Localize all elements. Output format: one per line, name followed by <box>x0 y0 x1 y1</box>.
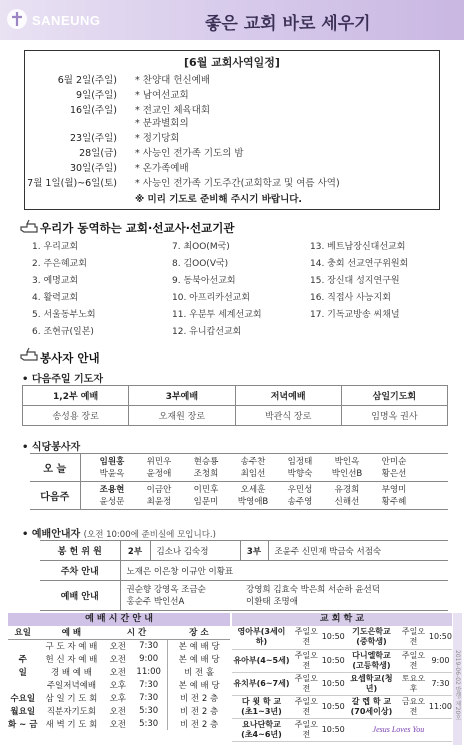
volunteer-name: 오세훈 <box>240 484 266 495</box>
worship-place: 본 예 배 당 <box>168 678 230 691</box>
table-cell: 박관식 장로 <box>235 406 341 426</box>
table-row <box>232 718 452 741</box>
volunteer-name: 송주찬 <box>240 456 266 467</box>
volunteer-name: 조용현 <box>99 484 125 495</box>
schedule-event: * 찬양대 헌신예배 <box>135 75 211 86</box>
schedule-row <box>25 160 439 174</box>
schedule-row <box>25 175 439 189</box>
school-day: 주일오전 <box>291 695 322 718</box>
school-dept: 유아부(4~5세) <box>232 649 291 672</box>
worship-ampm: 오전 <box>109 706 127 717</box>
volunteer-name: 윤성문 <box>99 496 125 507</box>
school-dept: 기도은학교 (중학생) <box>345 626 398 649</box>
food-table <box>30 453 448 510</box>
table-header: 시 간 <box>105 626 167 639</box>
list-item: 16. 직접사 사능지회 <box>310 293 391 303</box>
volunteer-name: 우민성 <box>287 484 313 495</box>
volunteer-name: 부영미 <box>381 484 407 495</box>
worship-name: 새 벽 기 도 회 <box>45 719 98 730</box>
church-school-title: 교 회 학 교 <box>232 613 452 626</box>
table-row <box>40 561 448 581</box>
school-dept: 다 윗 학 교 (초1~3년) <box>232 695 291 718</box>
church-school-panel <box>232 613 452 745</box>
worship-time: 7:30 <box>139 640 159 651</box>
list-item: 4. 활력교회 <box>32 293 79 303</box>
worship-place: 비 전 2 층 <box>168 691 230 704</box>
schedule-date: 30일(주일) <box>69 163 117 174</box>
worship-time: 5:30 <box>139 705 159 716</box>
table-header: 예 배 <box>37 626 105 639</box>
schedule-row <box>25 72 439 86</box>
school-day: 금요오전 <box>398 695 429 718</box>
schedule-date: 6월 2일(주일) <box>57 75 117 86</box>
worship-ampm: 오전 <box>109 667 127 678</box>
school-time: 9:00 <box>429 649 452 672</box>
service-names-cell <box>240 581 448 611</box>
table-row <box>8 665 230 678</box>
list-item: 11. 우분투 세계선교회 <box>172 310 262 320</box>
volunteer-name: 박윤옥 <box>99 468 125 479</box>
service-part: 3부 <box>240 541 268 561</box>
worship-times-table <box>8 626 230 730</box>
list-item: 17. 기독교방송 씨채널 <box>310 310 400 320</box>
worship-day <box>8 639 37 652</box>
worship-day: 수요일 <box>10 693 36 704</box>
table-row <box>8 717 230 730</box>
list-item: 5. 서울동부노회 <box>32 310 96 320</box>
service-names: 이환태 조명애 <box>246 596 298 607</box>
table-cell: 송성용 장로 <box>23 406 129 426</box>
service-row-label: 예배 안내 <box>40 581 120 611</box>
list-item: 3. 예명교회 <box>32 276 79 286</box>
worship-ampm: 오전 <box>109 719 127 730</box>
service-table <box>40 540 448 611</box>
service-names: 조윤주 신민재 박금숙 서점숙 <box>268 541 448 561</box>
churches-section-title: 우리가 동역하는 교회·선교사·선교기관 <box>40 221 235 235</box>
schedule-event: * 사능인 전가족 기도의 밤 <box>135 148 244 159</box>
hand-pointer-icon <box>20 218 38 234</box>
service-names: 권순향 강영옥 조금순 <box>126 584 206 595</box>
school-time: 7:30 <box>429 672 452 695</box>
table-row <box>232 672 452 695</box>
volunteer-name: 최임선 <box>240 468 266 479</box>
school-time: 11:00 <box>429 695 452 718</box>
school-day: 주일오전 <box>291 649 322 672</box>
table-row <box>8 691 230 704</box>
volunteer-name: 현승룡 <box>193 456 219 467</box>
worship-place: 비 전 2 층 <box>168 717 230 730</box>
church-logo-icon <box>6 8 28 30</box>
table-row <box>232 626 452 649</box>
volunteer-name: 임원홍 <box>99 456 125 467</box>
list-item: 13. 베트남장신대선교회 <box>310 242 406 252</box>
volunteer-name: 황은선 <box>381 468 407 479</box>
schedule-event: * 분과별회의 <box>135 118 189 129</box>
school-dept: 요셉학교(청년) <box>345 672 398 695</box>
food-names <box>81 484 449 508</box>
service-title-note: (오전 10:00에 준비실에 모입니다.) <box>83 530 216 540</box>
prayer-subtitle: • 다음주일 기도자 <box>22 374 103 385</box>
list-item: 1. 우리교회 <box>32 242 79 252</box>
worship-place: 본 예 배 당 <box>168 639 230 652</box>
schedule-date: 28일(금) <box>79 148 117 159</box>
school-dept: 유치부(6~7세) <box>232 672 291 695</box>
schedule-row <box>25 145 439 159</box>
volunteer-name: 송주영 <box>287 496 313 507</box>
school-day: 주일오전 <box>291 626 322 649</box>
worship-times-title: 예 배 시 간 안 내 <box>8 613 230 626</box>
volunteer-name: 박영애B <box>237 496 269 507</box>
schedule-event: * 남여선교회 <box>135 90 189 101</box>
worship-time: 7:30 <box>139 692 159 703</box>
worship-ampm: 오후 <box>109 680 127 691</box>
worship-day <box>8 678 37 691</box>
volunteer-name: 신해선 <box>334 496 360 507</box>
schedule-note: ※ 미리 기도로 준비해 주시기 바랍니다. <box>135 194 303 205</box>
school-day: 주일오전 <box>291 672 322 695</box>
schedule-row <box>25 115 439 129</box>
logo-text: SANEUNG <box>32 13 101 28</box>
table-cell: 오재원 장로 <box>129 406 235 426</box>
volunteer-name: 이금안 <box>146 484 172 495</box>
worship-name: 직분자기도회 <box>46 706 97 717</box>
volunteer-name: 박인선B <box>331 468 363 479</box>
table-row <box>232 695 452 718</box>
school-day: 주일오전 <box>398 649 429 672</box>
school-dept: 영아부(3세이하) <box>232 626 291 649</box>
list-item: 2. 주은혜교회 <box>32 259 87 269</box>
list-item: 12. 유니캅선교회 <box>172 327 242 337</box>
list-item: 14. 충회 선교연구위원회 <box>310 259 409 269</box>
worship-ampm: 오전 <box>109 654 127 665</box>
list-item: 7. 최OO(M국) <box>172 242 230 252</box>
volunteer-name: 유경희 <box>334 484 360 495</box>
header-banner <box>0 0 464 40</box>
school-dept: 갈 렙 학 교 (70세이상) <box>345 695 398 718</box>
worship-place: 비 전 홀 <box>168 665 230 678</box>
service-row-label: 주차 안내 <box>40 561 120 581</box>
school-time: 10:50 <box>322 672 345 695</box>
table-row <box>232 649 452 672</box>
school-day: 주일오전 <box>398 626 429 649</box>
worship-time: 11:00 <box>136 666 161 677</box>
worship-day: 화 ~ 금 <box>8 719 38 730</box>
food-names-cell <box>80 454 448 482</box>
side-text: 2019-06-02 발행 제20호 <box>454 650 461 721</box>
food-row-label: 오 늘 <box>30 454 80 482</box>
school-day: 주일오전 <box>291 718 322 741</box>
list-item: 15. 장신대 성지연구원 <box>310 276 400 286</box>
schedule-event: * 정기당회 <box>135 133 180 144</box>
volunteer-name: 최윤정 <box>146 496 172 507</box>
schedule-title: [6월 교회사역일정] <box>184 56 280 69</box>
table-cell: 임명옥 권사 <box>341 406 447 426</box>
school-time: 10:50 <box>322 718 345 741</box>
volunteer-name: 박향숙 <box>287 468 313 479</box>
service-names: 노재은 이은창 이규안 이황표 <box>120 561 448 581</box>
school-time: 10:50 <box>429 626 452 649</box>
school-time: 10:50 <box>322 626 345 649</box>
table-row <box>8 704 230 717</box>
prayer-table <box>22 385 448 426</box>
worship-day: 일 <box>18 667 27 678</box>
schedule-event: * 사능인 전가족 기도주간(교회학교 및 여름 사역) <box>135 178 340 189</box>
table-header: 1,2부 예배 <box>23 386 129 406</box>
worship-name: 구 도 자 예 배 <box>45 641 98 652</box>
volunteer-name: 조청희 <box>193 468 219 479</box>
volunteer-name: 이민후 <box>193 484 219 495</box>
schedule-row <box>25 130 439 144</box>
worship-day: 주 <box>18 654 27 665</box>
page-title: 좋은 교회 바로 세우기 <box>205 14 371 34</box>
church-school-table <box>232 626 452 742</box>
volunteer-name: 임정태 <box>287 456 313 467</box>
schedule-date: 7월 1일(월)~6일(토) <box>27 178 117 189</box>
schedule-event: * 온가족예배 <box>135 163 189 174</box>
food-subtitle: • 식당봉사자 <box>22 442 81 453</box>
food-names <box>81 456 449 480</box>
food-names-cell <box>80 482 448 510</box>
service-names: 홍순주 박인선A <box>126 596 185 607</box>
table-row <box>8 639 230 652</box>
schedule-date: 16일(주일) <box>69 105 117 116</box>
table-header: 삼일기도회 <box>341 386 447 406</box>
worship-time: 5:30 <box>139 718 159 729</box>
school-time: 10:50 <box>322 695 345 718</box>
service-names: 강영희 김효숙 박은희 서순하 윤선덕 <box>246 584 380 595</box>
food-row-label: 다음주 <box>30 482 80 510</box>
schedule-row <box>25 102 439 116</box>
schedule-box <box>24 50 440 210</box>
worship-times-panel <box>8 613 230 745</box>
worship-name: 주일저녁예배 <box>46 680 97 691</box>
school-day: 토요오후 <box>398 672 429 695</box>
school-time: 10:50 <box>322 649 345 672</box>
table-row <box>8 678 230 691</box>
worship-name: 삼 일 기 도 회 <box>45 693 98 704</box>
volunteer-name: 임문미 <box>193 496 219 507</box>
school-dept: Jesus Loves You <box>345 718 452 741</box>
table-header: 저녁예배 <box>235 386 341 406</box>
worship-place: 본 예 배 당 <box>168 652 230 665</box>
worship-place: 비 전 2 층 <box>168 704 230 717</box>
service-part: 2부 <box>120 541 150 561</box>
service-subtitle <box>22 525 216 540</box>
worship-name: 헌 신 자 예 배 <box>45 654 98 665</box>
schedule-row <box>25 87 439 101</box>
school-dept: 요나단학교 (초4~6년) <box>232 718 291 741</box>
volunteers-section-title: 봉사자 안내 <box>40 351 100 365</box>
table-row <box>30 482 448 510</box>
service-names-cell <box>120 581 240 611</box>
list-item: 9. 동북아선교회 <box>172 276 236 286</box>
service-row-label: 봉 헌 위 원 <box>40 541 120 561</box>
worship-name: 경 배 예 배 <box>50 667 92 678</box>
list-item: 10. 아프리카선교회 <box>172 293 251 303</box>
schedule-note-row <box>25 191 439 205</box>
service-names: 김소나 김숙정 <box>150 541 240 561</box>
worship-ampm: 오전 <box>109 641 127 652</box>
table-row <box>30 454 448 482</box>
worship-ampm: 오후 <box>109 693 127 704</box>
hand-pointer-icon <box>20 346 38 362</box>
list-item: 8. 김OO(V국) <box>172 259 229 269</box>
table-header: 장 소 <box>168 626 230 639</box>
table-row <box>40 581 448 611</box>
volunteer-name: 황주혜 <box>381 496 407 507</box>
worship-time: 7:30 <box>139 679 159 690</box>
volunteer-name: 윤정애 <box>146 468 172 479</box>
volunteer-name: 위민우 <box>146 456 172 467</box>
schedule-date: 23일(주일) <box>69 133 117 144</box>
volunteer-name: 박인옥 <box>334 456 360 467</box>
service-title: • 예배안내자 <box>22 529 81 540</box>
table-row <box>8 652 230 665</box>
worship-day: 월요일 <box>10 706 36 717</box>
table-row <box>40 541 448 561</box>
schedule-date: 9일(주일) <box>76 90 117 101</box>
table-header: 요일 <box>8 626 37 639</box>
list-item: 6. 조현규(일본) <box>32 327 94 337</box>
volunteer-name: 안미순 <box>381 456 407 467</box>
school-dept: 다니엘학교 (고등학생) <box>345 649 398 672</box>
table-header: 3부예배 <box>129 386 235 406</box>
schedule-event: * 전교인 체육대회 <box>135 105 211 116</box>
worship-time: 9:00 <box>139 653 159 664</box>
